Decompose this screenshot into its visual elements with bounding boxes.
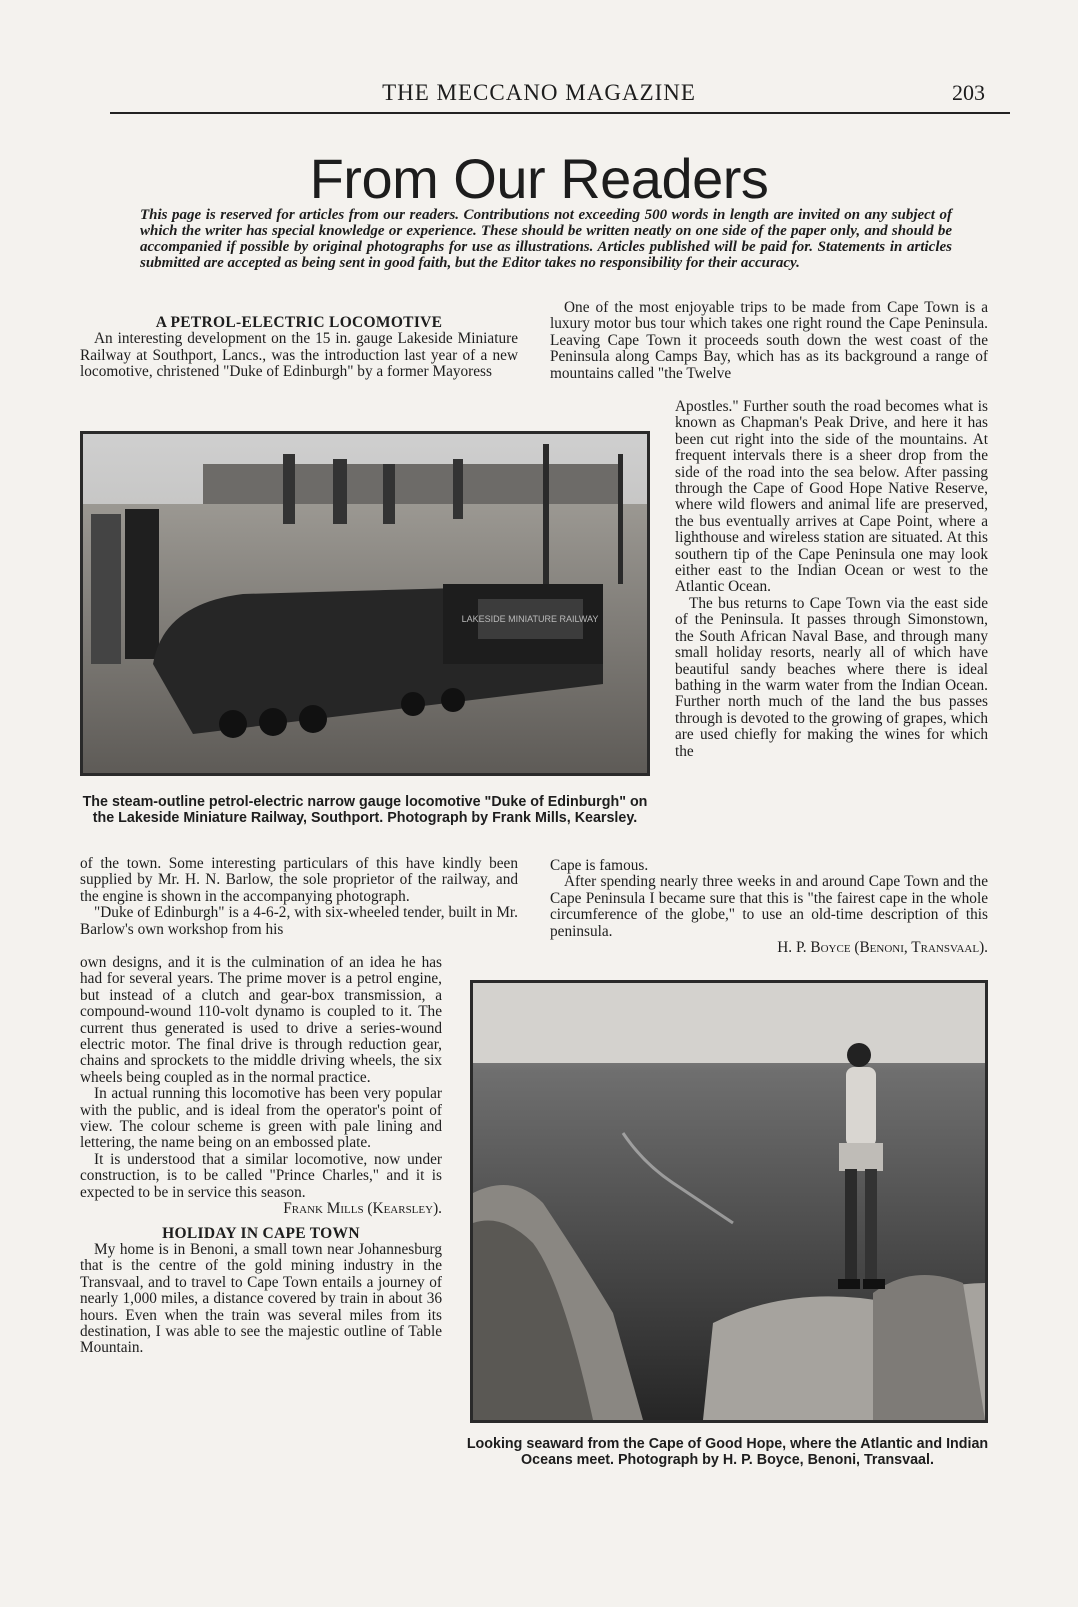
article2-paragraph: Cape is famous. <box>550 857 649 874</box>
article1-continued <box>80 856 518 938</box>
cape-photo <box>470 980 988 1423</box>
article1-top <box>80 315 518 381</box>
article2-right-top <box>550 300 988 382</box>
magazine-title: THE MECCANO MAGAZINE <box>382 80 696 105</box>
article2-heading: HOLIDAY IN CAPE TOWN <box>162 1224 360 1242</box>
article2-right-narrow <box>675 399 988 760</box>
article1-paragraph: In actual running this locomotive has been very popular with the public, and is ideal from the operator's point of view. The colour scheme is green with pale lining and lettering, the name being on an embossed plate. <box>80 1085 442 1152</box>
article1-paragraph: of the town. Some interesting particulars of this have kindly been supplied by Mr. H. N. Barlow, the sole proprietor of the railway, and the engine is shown in the accompanying photograph. <box>80 855 518 905</box>
locomotive-photo-image <box>83 434 647 773</box>
article2-right-lower <box>550 858 988 956</box>
article2-paragraph: Apostles." Further south the road becomes what is known as Chapman's Peak Drive, and here it has been cut right into the side of the mountains. At frequent intervals there is a sheer drop from the side of the road into the sea below. After passing through the Cape of Good Hope Native Reserve, where wild flowers and animal life are preserved, the bus eventually arrives at Cape Point, where a lighthouse and wireless station are situated. At this southern tip of the Cape Peninsula one may look either east to the Indian Ocean or west to the Atlantic Ocean. <box>675 398 988 596</box>
locomotive-nameplate: LAKESIDE MINIATURE RAILWAY <box>461 614 599 624</box>
article2-paragraph: After spending nearly three weeks in and around Cape Town and the Cape Peninsula I became sure that this is "the fairest cape in the whole circumference of the globe," to use an old-time description of this peninsula. <box>550 873 988 940</box>
article1-paragraph: own designs, and it is the culmination of an idea he has had for several years. The prime mover is a petrol engine, but instead of a clutch and gear-box transmission, a compound-wound 110-volt dynamo is coupled to it. The current thus generated is used to drive a series-wound electric motor. The final drive is through reduction gear, chains and sprockets to the middle driving wheels, the six wheels being coupled as in the normal practice. <box>80 954 442 1086</box>
header-rule <box>110 112 1010 114</box>
article1-narrow <box>80 955 442 1357</box>
article1-signature: Frank Mills (Kearsley). <box>283 1200 442 1218</box>
article1-heading: A PETROL-ELECTRIC LOCOMOTIVE <box>155 314 443 331</box>
article2-signature: H. P. Boyce (Benoni, Transvaal). <box>777 939 988 957</box>
cape-photo-caption: Looking seaward from the Cape of Good Hope, where the Atlantic and Indian Oceans meet. Photograph by H. P. Boyce, Benoni, Transvaal. <box>466 1436 989 1468</box>
page-title: From Our Readers <box>309 147 769 210</box>
article2-paragraph: My home is in Benoni, a small town near Johannesburg that is the centre of the gold mining industry in the Transvaal, and to travel to Cape Town entails a journey of nearly 1,000 miles, a distance covered by train in about 36 hours. Even when the train was several miles from its destination, I was able to see the majestic outline of Table Mountain. <box>80 1240 442 1357</box>
article1-paragraph: "Duke of Edinburgh" is a 4-6-2, with six-wheeled tender, built in Mr. Barlow's own workshop from his <box>80 904 518 938</box>
article1-paragraph: An interesting development on the 15 in. gauge Lakeside Miniature Railway at Southport, Lancs., was the introduction last year of a new locomotive, christened "Duke of Edinburgh" by a former Mayoress <box>80 330 518 381</box>
locomotive-photo <box>80 431 650 776</box>
article2-paragraph: One of the most enjoyable trips to be made from Cape Town is a luxury motor bus tour which takes one right round the Cape Peninsula. Leaving Cape Town it proceeds south down the west coast of the Peninsula along Camps Bay, which has as its background a range of mountains called "the Twelve <box>550 299 988 382</box>
article2-paragraph: The bus returns to Cape Town via the east side of the Peninsula. It passes through Simonstown, the South African Naval Base, and through many small holiday resorts, nearly all of which have beautiful sandy beaches where there is ideal bathing in the warm water from the Indian Ocean. Further north much of the land the bus passes through is devoted to the growing of grapes, which are used chiefly for making the wines for which the <box>675 594 988 760</box>
cape-photo-image <box>473 983 985 1420</box>
article1-paragraph: It is understood that a similar locomotive, now under construction, is to be called "Prince Charles," and it is expected to be in service this season. <box>80 1150 442 1201</box>
locomotive-photo-caption: The steam-outline petrol-electric narrow gauge locomotive "Duke of Edinburgh" on the Lakeside Miniature Railway, Southport. Photograph by Frank Mills, Kearsley. <box>82 794 648 826</box>
page-number: 203 <box>952 80 985 105</box>
intro-paragraph: This page is reserved for articles from our readers. Contributions not exceeding 500 words in length are invited on any subject of which the writer has special knowledge or experience. These should be written neatly on one side of the paper only, and should be accompanied if possible by original photographs for use as illustrations. Articles published will be paid for. Statements in articles submitted are accepted as being sent in good faith, but the Editor takes no responsibility for their accuracy. <box>140 207 952 271</box>
